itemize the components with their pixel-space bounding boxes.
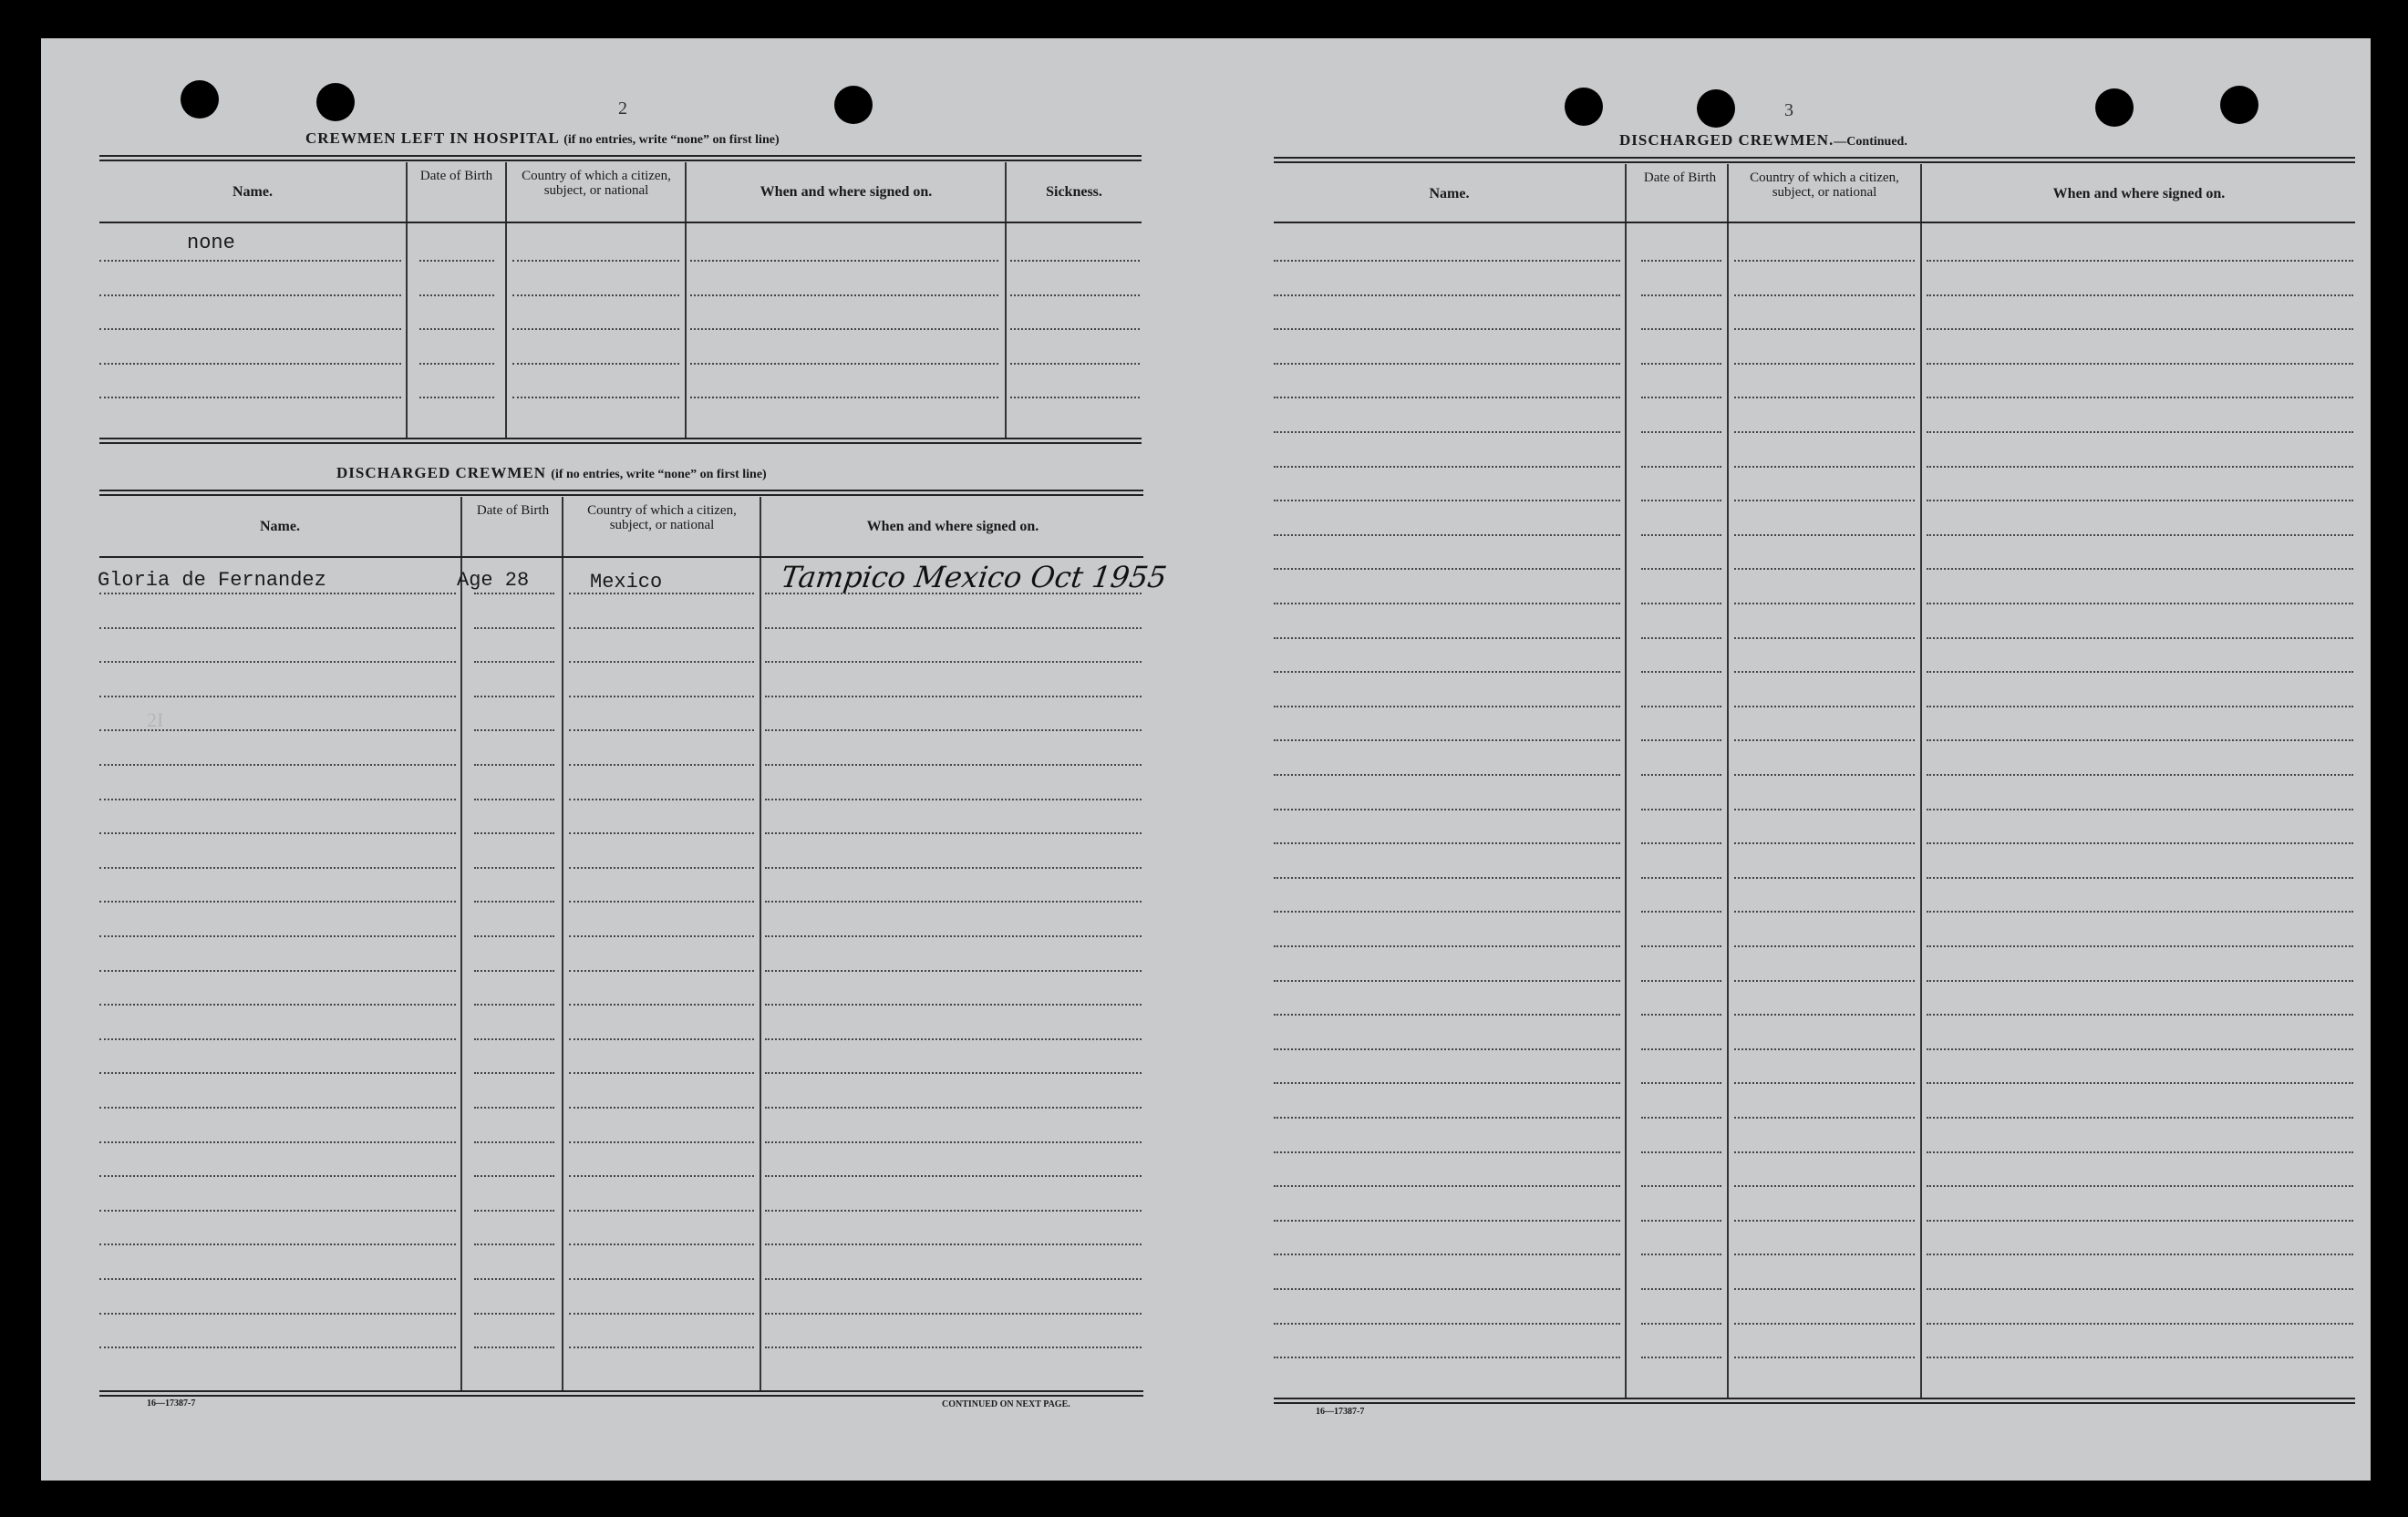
ruled-line <box>1641 500 1721 501</box>
ruled-line <box>419 363 494 365</box>
ruled-line <box>765 729 1142 731</box>
ruled-line <box>1734 1048 1915 1050</box>
ruled-line <box>474 593 554 594</box>
ruled-line <box>99 1244 456 1245</box>
ruled-line <box>1274 568 1620 570</box>
ruled-line <box>99 1278 456 1280</box>
ruled-line <box>1641 671 1721 673</box>
ruled-line <box>569 799 754 800</box>
ruled-line <box>1927 1048 2353 1050</box>
ruled-line <box>474 661 554 663</box>
ruled-line <box>1927 809 2353 810</box>
ruled-line <box>1274 1082 1620 1084</box>
ruled-line <box>765 970 1142 972</box>
ruled-line <box>569 1347 754 1348</box>
ruled-line <box>1274 945 1620 947</box>
ruled-line <box>99 1313 456 1315</box>
ruled-line <box>99 1141 456 1143</box>
column-header-name: Name. <box>260 519 300 534</box>
ruled-line <box>1734 1014 1915 1016</box>
ruled-line <box>1274 1048 1620 1050</box>
ruled-line <box>99 696 456 697</box>
ruled-line <box>1734 637 1915 639</box>
punch-hole <box>1565 88 1603 126</box>
ruled-line <box>569 970 754 972</box>
ruled-line <box>474 1244 554 1245</box>
ruled-line <box>99 1107 456 1109</box>
ruled-line <box>1274 260 1620 262</box>
ruled-line <box>1927 431 2353 433</box>
ruled-line <box>1641 1185 1721 1187</box>
page-number: 3 <box>1784 100 1793 120</box>
ruled-line <box>1734 877 1915 879</box>
ruled-line <box>569 832 754 834</box>
ruled-line <box>1734 980 1915 982</box>
ruled-line <box>1927 363 2353 365</box>
ruled-line <box>1927 1151 2353 1153</box>
ruled-line <box>1641 260 1721 262</box>
ruled-line <box>1734 328 1915 330</box>
discharged-continued-title: DISCHARGED CREWMEN.—Continued. <box>1619 131 1907 149</box>
ruled-line <box>474 935 554 937</box>
punch-hole <box>2220 86 2258 124</box>
ruled-line <box>474 1210 554 1212</box>
ruled-line <box>569 1072 754 1074</box>
ruled-line <box>569 764 754 766</box>
ruled-line <box>1010 397 1140 398</box>
hospital-section-title: CREWMEN LEFT IN HOSPITAL (if no entries, write “none” on first line) <box>305 129 780 147</box>
ruled-line <box>99 1072 456 1074</box>
ruled-line <box>765 901 1142 903</box>
ruled-line <box>1927 1323 2353 1325</box>
ruled-line <box>1274 534 1620 536</box>
ruled-line <box>1010 328 1140 330</box>
ruled-line <box>1274 706 1620 707</box>
ruled-line <box>1927 328 2353 330</box>
ruled-line <box>99 363 401 365</box>
column-header-signed-on: When and where signed on. <box>866 519 1039 534</box>
ruled-line <box>1274 637 1620 639</box>
ruled-line <box>99 1004 456 1006</box>
ruled-line <box>474 970 554 972</box>
column-header-date-of-birth: Date of Birth <box>419 169 493 183</box>
ruled-line <box>1927 1254 2353 1255</box>
ruled-line <box>1927 911 2353 913</box>
ruled-line <box>99 970 456 972</box>
ruled-line <box>1734 260 1915 262</box>
ruled-line <box>765 661 1142 663</box>
form-number: 16—17387-7 <box>1316 1407 1365 1417</box>
ruled-line <box>99 397 401 398</box>
ruled-line <box>765 1141 1142 1143</box>
ruled-line <box>569 1278 754 1280</box>
column-header-name: Name. <box>1429 186 1470 201</box>
ruled-line <box>1274 877 1620 879</box>
ruled-line <box>1641 774 1721 776</box>
punch-hole <box>2095 88 2134 127</box>
ruled-line <box>765 1313 1142 1315</box>
ruled-line <box>1010 294 1140 296</box>
ruled-line <box>690 363 998 365</box>
crewman-signed-on-handwritten: Tampico Mexico Oct 1955 <box>779 560 1169 594</box>
ruled-line <box>1641 945 1721 947</box>
crewman-country: Mexico <box>590 571 663 593</box>
column-header-country: Country of which a citizen, subject, or national <box>522 169 671 198</box>
ruled-line <box>1641 706 1721 707</box>
column-header-country: Country of which a citizen, subject, or national <box>1750 170 1899 200</box>
ruled-line <box>690 294 998 296</box>
ruled-line <box>569 1210 754 1212</box>
ruled-line <box>1641 1117 1721 1119</box>
ruled-line <box>1274 1288 1620 1290</box>
ruled-line <box>1641 1323 1721 1325</box>
ruled-line <box>1274 294 1620 296</box>
ruled-line <box>1274 1151 1620 1153</box>
ruled-line <box>1734 774 1915 776</box>
ruled-line <box>99 627 456 629</box>
ruled-line <box>1734 1288 1915 1290</box>
ruled-line <box>474 1278 554 1280</box>
ruled-line <box>569 1313 754 1315</box>
ruled-line <box>1734 1357 1915 1358</box>
ruled-line <box>1927 397 2353 398</box>
ruled-line <box>1274 500 1620 501</box>
ruled-line <box>569 935 754 937</box>
ruled-line <box>99 867 456 869</box>
ruled-line <box>474 696 554 697</box>
ruled-line <box>99 764 456 766</box>
ruled-line <box>1734 500 1915 501</box>
continued-note: CONTINUED ON NEXT PAGE. <box>942 1399 1070 1409</box>
column-header-date-of-birth: Date of Birth <box>476 503 550 518</box>
ruled-line <box>419 294 494 296</box>
hospital-bottom-rule <box>99 438 1142 444</box>
ruled-line <box>569 867 754 869</box>
ruled-line <box>765 627 1142 629</box>
ruled-line <box>474 764 554 766</box>
ruled-line <box>1734 706 1915 707</box>
ruled-line <box>1927 1185 2353 1187</box>
ruled-line <box>569 1141 754 1143</box>
ruled-line <box>1274 774 1620 776</box>
ruled-line <box>419 328 494 330</box>
ruled-line <box>765 935 1142 937</box>
ruled-line <box>569 901 754 903</box>
ruled-line <box>569 1038 754 1040</box>
ruled-line <box>1274 1254 1620 1255</box>
ruled-line <box>765 764 1142 766</box>
ruled-line <box>1927 1082 2353 1084</box>
ruled-line <box>1734 1151 1915 1153</box>
ruled-line <box>1641 739 1721 741</box>
ruled-line <box>1274 328 1620 330</box>
ruled-line <box>512 328 679 330</box>
ruled-line <box>1641 294 1721 296</box>
ruled-line <box>512 294 679 296</box>
ruled-line <box>474 832 554 834</box>
ruled-line <box>765 1038 1142 1040</box>
discharged-bottom-rule <box>99 1390 1143 1397</box>
discharged-section-title: DISCHARGED CREWMEN (if no entries, write “none” on first line) <box>336 464 767 481</box>
right-bottom-rule <box>1274 1398 2355 1404</box>
bleed-through-mark: 2I <box>147 708 164 731</box>
ruled-line <box>474 1004 554 1006</box>
ruled-line <box>569 696 754 697</box>
ruled-line <box>1927 603 2353 604</box>
ruled-line <box>1641 911 1721 913</box>
ruled-line <box>1274 1185 1620 1187</box>
ruled-line <box>1274 1357 1620 1358</box>
ruled-line <box>1927 1014 2353 1016</box>
ruled-line <box>690 397 998 398</box>
ruled-line <box>1734 466 1915 468</box>
ruled-line <box>1734 671 1915 673</box>
ruled-line <box>765 696 1142 697</box>
ruled-line <box>1641 568 1721 570</box>
ruled-line <box>1274 1220 1620 1222</box>
ruled-line <box>1927 877 2353 879</box>
ruled-line <box>1641 637 1721 639</box>
ruled-line <box>512 260 679 262</box>
ruled-line <box>1734 363 1915 365</box>
column-header-country: Country of which a citizen, subject, or national <box>587 503 737 532</box>
ruled-line <box>1734 739 1915 741</box>
punch-hole <box>181 80 219 119</box>
ruled-line <box>1927 706 2353 707</box>
ruled-line <box>1927 1357 2353 1358</box>
hospital-top-rule <box>99 155 1142 161</box>
ruled-line <box>1641 1254 1721 1255</box>
ruled-line <box>1274 842 1620 844</box>
ruled-line <box>1641 980 1721 982</box>
ruled-line <box>1927 637 2353 639</box>
ruled-line <box>99 935 456 937</box>
ruled-line <box>474 799 554 800</box>
ruled-line <box>1927 534 2353 536</box>
ruled-line <box>1927 294 2353 296</box>
ruled-line <box>765 1278 1142 1280</box>
ruled-line <box>1734 1117 1915 1119</box>
ruled-line <box>569 627 754 629</box>
ruled-line <box>512 397 679 398</box>
ruled-line <box>474 1313 554 1315</box>
ruled-line <box>474 1141 554 1143</box>
ruled-line <box>1274 1117 1620 1119</box>
ruled-line <box>1274 363 1620 365</box>
ruled-line <box>99 294 401 296</box>
ruled-line <box>765 1175 1142 1177</box>
ruled-line <box>1641 397 1721 398</box>
ruled-line <box>99 328 401 330</box>
ruled-line <box>1641 1220 1721 1222</box>
ruled-line <box>1734 1082 1915 1084</box>
ruled-line <box>765 867 1142 869</box>
ruled-line <box>1734 568 1915 570</box>
ruled-line <box>1641 1288 1721 1290</box>
ruled-line <box>1734 945 1915 947</box>
punch-hole <box>834 86 873 124</box>
ruled-line <box>99 901 456 903</box>
ruled-line <box>1927 842 2353 844</box>
ruled-line <box>99 799 456 800</box>
ruled-line <box>474 729 554 731</box>
ruled-line <box>474 901 554 903</box>
ruled-line <box>1927 568 2353 570</box>
ruled-line <box>1927 739 2353 741</box>
ruled-line <box>99 1175 456 1177</box>
ruled-line <box>765 1004 1142 1006</box>
ruled-line <box>1641 466 1721 468</box>
ruled-line <box>1010 363 1140 365</box>
ruled-line <box>1274 431 1620 433</box>
ruled-line <box>474 867 554 869</box>
ruled-line <box>474 627 554 629</box>
ruled-line <box>765 1107 1142 1109</box>
ruled-line <box>1927 500 2353 501</box>
ruled-line <box>1927 945 2353 947</box>
ruled-line <box>1641 842 1721 844</box>
ruled-line <box>569 661 754 663</box>
ruled-line <box>1734 1185 1915 1187</box>
ruled-line <box>765 1210 1142 1212</box>
ruled-line <box>1734 809 1915 810</box>
ruled-line <box>419 260 494 262</box>
ruled-line <box>474 1107 554 1109</box>
punch-hole <box>1697 89 1735 128</box>
right-top-rule <box>1274 157 2355 163</box>
column-header-name: Name. <box>233 184 273 200</box>
ruled-line <box>765 1347 1142 1348</box>
crewman-name: Gloria de Fernandez <box>98 569 326 592</box>
ruled-line <box>1274 397 1620 398</box>
document-sheet <box>41 38 2371 1481</box>
ruled-line <box>1734 911 1915 913</box>
ruled-line <box>99 260 401 262</box>
ruled-line <box>1641 363 1721 365</box>
crewman-date-of-birth: Age 28 <box>457 569 530 592</box>
ruled-line <box>1927 671 2353 673</box>
ruled-line <box>1927 260 2353 262</box>
ruled-line <box>1641 1014 1721 1016</box>
ruled-line <box>1927 774 2353 776</box>
form-number: 16—17387-7 <box>147 1398 196 1409</box>
punch-hole <box>316 83 355 121</box>
hospital-name-cell: none <box>187 232 235 254</box>
ruled-line <box>1734 603 1915 604</box>
ruled-line <box>99 661 456 663</box>
ruled-line <box>1274 911 1620 913</box>
ruled-line <box>1734 431 1915 433</box>
ruled-line <box>99 1210 456 1212</box>
ruled-line <box>419 397 494 398</box>
ruled-line <box>765 799 1142 800</box>
ruled-line <box>765 1244 1142 1245</box>
ruled-line <box>1734 1323 1915 1325</box>
ruled-line <box>1641 1082 1721 1084</box>
ruled-line <box>569 729 754 731</box>
ruled-line <box>1274 671 1620 673</box>
ruled-line <box>1274 739 1620 741</box>
ruled-line <box>1010 260 1140 262</box>
ruled-line <box>1274 1014 1620 1016</box>
ruled-line <box>474 1175 554 1177</box>
ruled-line <box>765 832 1142 834</box>
ruled-line <box>99 832 456 834</box>
ruled-line <box>1641 877 1721 879</box>
ruled-line <box>1641 1357 1721 1358</box>
ruled-line <box>1641 431 1721 433</box>
ruled-line <box>1274 603 1620 604</box>
ruled-line <box>1927 1288 2353 1290</box>
column-header-date-of-birth: Date of Birth <box>1643 170 1717 185</box>
ruled-line <box>1641 534 1721 536</box>
ruled-line <box>690 328 998 330</box>
ruled-line <box>1641 603 1721 604</box>
ruled-line <box>1927 466 2353 468</box>
ruled-line <box>1641 1048 1721 1050</box>
ruled-line <box>1641 1151 1721 1153</box>
ruled-line <box>1927 1117 2353 1119</box>
ruled-line <box>569 1107 754 1109</box>
ruled-line <box>1734 1254 1915 1255</box>
ruled-line <box>1641 328 1721 330</box>
ruled-line <box>569 1175 754 1177</box>
column-header-signed-on: When and where signed on. <box>2052 186 2226 201</box>
ruled-line <box>765 1072 1142 1074</box>
column-header-sickness: Sickness. <box>1046 184 1102 200</box>
ruled-line <box>474 1347 554 1348</box>
ruled-line <box>1734 534 1915 536</box>
ruled-line <box>1927 1220 2353 1222</box>
page-number: 2 <box>618 98 627 119</box>
ruled-line <box>1274 1323 1620 1325</box>
ruled-line <box>474 1072 554 1074</box>
ruled-line <box>1274 809 1620 810</box>
ruled-line <box>569 1004 754 1006</box>
ruled-line <box>512 363 679 365</box>
ruled-line <box>99 1038 456 1040</box>
column-header-signed-on: When and where signed on. <box>760 184 933 200</box>
ruled-line <box>1274 466 1620 468</box>
discharged-top-rule <box>99 490 1143 496</box>
ruled-line <box>99 1347 456 1348</box>
ruled-line <box>1734 397 1915 398</box>
ruled-line <box>1927 980 2353 982</box>
ruled-line <box>474 1038 554 1040</box>
ruled-line <box>1734 1220 1915 1222</box>
ruled-line <box>99 593 456 594</box>
ruled-line <box>569 1244 754 1245</box>
ruled-line <box>690 260 998 262</box>
ruled-line <box>1274 980 1620 982</box>
ruled-line <box>1641 809 1721 810</box>
ruled-line <box>1734 294 1915 296</box>
ruled-line <box>1734 842 1915 844</box>
